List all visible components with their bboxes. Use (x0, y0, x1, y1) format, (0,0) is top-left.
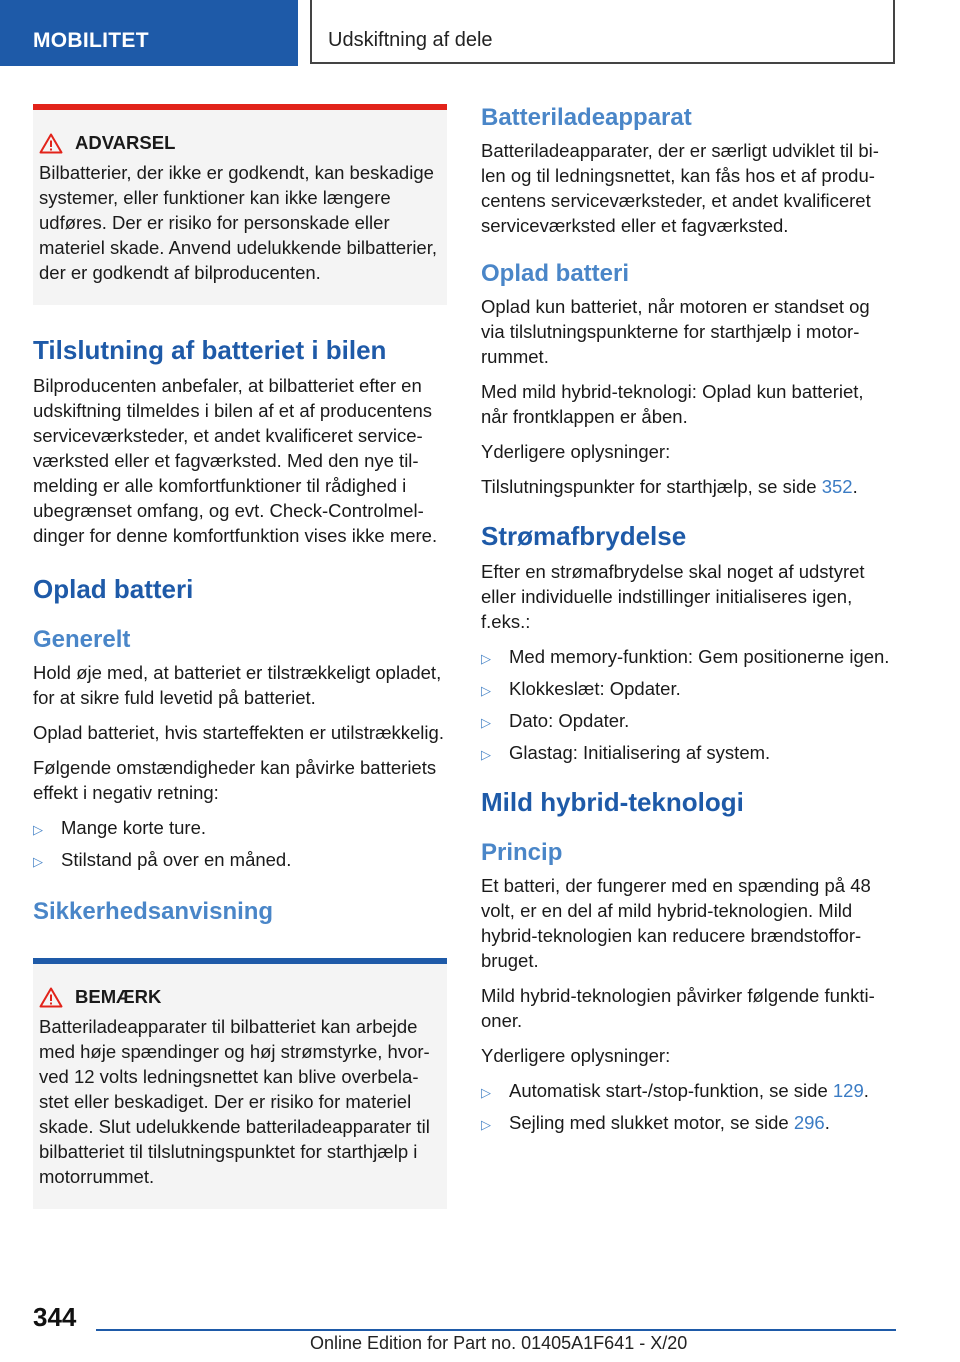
hybrid-p3: Yderligere oplysninger: (481, 1045, 671, 1066)
header-section-label: MOBILITET (33, 29, 149, 52)
list-item-text: Med memory-funktion: Gem positionerne igen. (509, 646, 890, 667)
bullet-triangle-icon: ▷ (33, 854, 43, 869)
bullet-triangle-icon: ▷ (481, 715, 491, 730)
hybrid-section (481, 787, 893, 1135)
footer-edition: Online Edition for Part no. 01405A1F641 - X/20 (310, 1333, 688, 1353)
hybrid-item1-end: . (863, 1080, 869, 1101)
hybrid-item1-text: Automatisk start-/stop-funktion, se side (509, 1080, 833, 1101)
list-item-text: Glastag: Initialisering af system. (509, 742, 771, 763)
general-heading: Generelt (33, 626, 131, 653)
hybrid-list (481, 1078, 893, 1135)
charge2-p4-text: Tilslutningspunkter for starthjælp, se side (481, 476, 822, 497)
charger-section (481, 104, 893, 238)
bullet-triangle-icon: ▷ (481, 651, 491, 666)
page-number: 344 (33, 1302, 77, 1332)
charge2-p3: Yderligere oplysninger: (481, 441, 671, 462)
bullet-triangle-icon: ▷ (481, 1117, 491, 1132)
charge-list (33, 815, 447, 872)
power-text: Efter en strømafbrydelse skal noget af udstyret eller individuelle indstillinger initialiseres igen, f.eks.: (481, 561, 865, 632)
list-item (481, 740, 893, 765)
charge2-p4 (481, 474, 893, 499)
power-section (481, 521, 893, 765)
header-chapter-label: Udskiftning af dele (328, 29, 493, 51)
hybrid-p1: Et batteri, der fungerer med en spænding på 48 volt, er en del af mild hybrid-teknologien. Mild hybrid-teknologien kan reducere brændstofforbruget. (481, 875, 871, 971)
hybrid-item2-end: . (824, 1112, 830, 1133)
charge-p3: Følgende omstændigheder kan påvirke batteriets effekt i negativ retning: (33, 757, 437, 803)
bullet-triangle-icon: ▷ (481, 747, 491, 762)
note-header (39, 986, 441, 1008)
charge-heading: Oplad batteri (33, 574, 194, 604)
charge2-section (481, 260, 893, 499)
warning-triangle-icon (39, 987, 63, 1008)
bullet-triangle-icon: ▷ (481, 683, 491, 698)
charge2-p2: Med mild hybrid-teknologi: Oplad kun batteriet, når frontklappen er åben. (481, 381, 864, 427)
right-column (481, 104, 893, 1143)
left-column (33, 104, 447, 1209)
bullet-triangle-icon: ▷ (33, 822, 43, 837)
warning-header (39, 132, 441, 154)
charge-section (33, 574, 447, 926)
hybrid-heading: Mild hybrid-teknologi (481, 787, 744, 817)
note-box (33, 958, 447, 1209)
list-item (481, 676, 893, 701)
list-item (481, 644, 893, 669)
list-item-text: Stilstand på over en måned. (61, 849, 292, 870)
charge-p2: Oplad batteriet, hvis starteffekten er utilstrækkelig. (33, 722, 444, 743)
note-text: Batteriladeapparater til bilbatteriet kan arbejde med høje spændinger og høj strømstyrke, hvorved 12 volts ledningsnettet kan blive overbelastet eller beskadiget. Der er risiko for materiel skade. Slut udelukkende batteriladeapparater til bilbatteriet til tilslutningspunktet for starthjælp i motorrummet. (39, 1016, 430, 1187)
header-chapter-tab (310, 0, 895, 64)
list-item (481, 1110, 893, 1135)
charge2-p4-end: . (852, 476, 858, 497)
list-item-text: Mange korte ture. (61, 817, 206, 838)
warning-triangle-icon (39, 133, 63, 154)
note-title: BEMÆRK (75, 986, 162, 1007)
principle-heading: Princip (481, 839, 563, 866)
power-heading: Strømafbrydelse (481, 521, 687, 551)
connection-heading: Tilslutning af batteriet i bilen (33, 335, 387, 365)
warning-box (33, 104, 447, 305)
charge-p1: Hold øje med, at batteriet er tilstrækkeligt opladet, for at sikre fuld levetid på batteriet. (33, 662, 442, 708)
warning-text: Bilbatterier, der ikke er godkendt, kan beskadige systemer, eller funktioner kan ikke længere udføres. Der er risiko for personskade eller materiel skade. Anvend udelukkende bilbatterier, der er godkendt af bilproducenten. (39, 162, 438, 283)
list-item-text: Klokkeslæt: Opdater. (509, 678, 681, 699)
list-item (33, 847, 447, 872)
charger-text: Batteriladeapparater, der er særligt udviklet til bilen og til ledningsnettet, kan fås hos et af producentens serviceværksteder, et andet kvalificeret serviceværksted eller et fagværksted. (481, 140, 879, 236)
list-item (33, 815, 447, 840)
header-section-tab (0, 0, 298, 66)
connection-section (33, 335, 447, 548)
footer-divider (96, 1329, 896, 1331)
hybrid-item2-text: Sejling med slukket motor, se side (509, 1112, 794, 1133)
list-item (481, 708, 893, 733)
page-link-296[interactable]: 296 (793, 1112, 825, 1133)
power-list (481, 644, 893, 765)
page-link-129[interactable]: 129 (832, 1080, 864, 1101)
bullet-triangle-icon: ▷ (481, 1085, 491, 1100)
safety-heading: Sikkerhedsanvisning (33, 898, 274, 925)
hybrid-p2: Mild hybrid-teknologien påvirker følgende funktioner. (481, 985, 875, 1031)
list-item-text: Dato: Opdater. (509, 710, 630, 731)
charger-heading: Batteriladeapparat (481, 104, 692, 131)
list-item (481, 1078, 893, 1103)
connection-text: Bilproducenten anbefaler, at bilbatteriet efter en udskiftning tilmeldes i bilen af et af producentens serviceværksteder, et andet kvalificeret serviceværksted eller et fagværksted. Med den nye tilmelding er alle komfortfunktioner til rådighed i ubegrænset omfang, og evt. Check-Controlmeldinger for denne komfortfunktion vises ikke mere. (33, 375, 438, 546)
charge2-p1: Oplad kun batteriet, når motoren er standset og via tilslutningspunkterne for starthjælp i motorrummet. (481, 296, 870, 367)
charge2-heading: Oplad batteri (481, 260, 630, 287)
page-link-352[interactable]: 352 (821, 476, 853, 497)
warning-title: ADVARSEL (75, 132, 176, 153)
